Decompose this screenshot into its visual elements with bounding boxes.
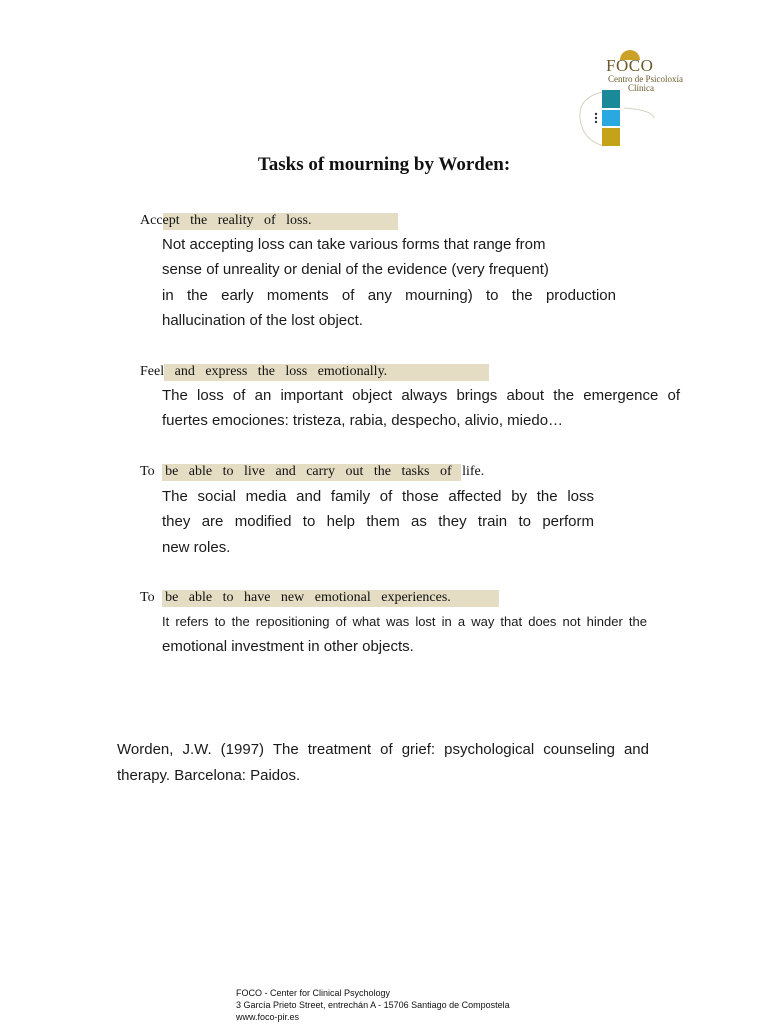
task-paragraph-2	[162, 383, 680, 434]
paragraph-line: emotional investment in other objects.	[162, 638, 414, 656]
paragraph-line: in the early moments of any mourning) to the production	[162, 286, 616, 304]
paragraph-line: It refers to the repositioning of what was lost in a way that does not hinder the	[162, 614, 647, 629]
paragraph-line: The loss of an important object always brings about the emergence of	[162, 387, 680, 404]
task-heading-text: To be able to live and carry out the tasks of life.	[140, 464, 485, 479]
footer	[236, 987, 510, 1023]
paragraph-line: hallucination of the lost object.	[162, 312, 363, 330]
task-paragraph-4	[162, 609, 647, 660]
task-paragraph-3	[162, 484, 594, 560]
task-heading-4	[140, 589, 451, 607]
task-heading-1	[140, 212, 311, 230]
logo-name: FOCO	[606, 56, 654, 75]
task-heading-3	[140, 463, 484, 481]
task-heading-text: Accept the reality of loss.	[140, 213, 312, 228]
reference-line: Worden, J.W. (1997) The treatment of grief: psychological counseling and	[117, 741, 649, 758]
paragraph-line: new roles.	[162, 538, 231, 556]
footer-address: 3 García Prieto Street, entrechán A - 15706 Santiago de Compostela	[236, 1000, 510, 1010]
logo-subtitle-2: Clínica	[628, 83, 654, 93]
logo-subtitle: Centro de Psicoloxía	[608, 74, 683, 84]
reference-line: therapy. Barcelona: Paidos.	[117, 767, 301, 784]
task-heading-2	[140, 363, 387, 381]
paragraph-line: they are modified to help them as they train to perform	[162, 513, 594, 531]
reference	[117, 737, 649, 789]
paragraph-line: sense of unreality or denial of the evidence (very frequent)	[162, 261, 549, 279]
paragraph-line: fuertes emociones: tristeza, rabia, despecho, alivio, miedo…	[162, 412, 564, 430]
foco-logo	[574, 48, 698, 152]
footer-organization: FOCO - Center for Clinical Psychology	[236, 988, 391, 998]
footer-website: www.foco-pir.es	[236, 1012, 300, 1022]
task-heading-text: Feel and express the loss emotionally.	[140, 364, 388, 379]
page-title: Tasks of mourning by Worden:	[257, 154, 511, 175]
task-paragraph-1	[162, 232, 616, 334]
paragraph-line: Not accepting loss can take various forms that range from	[162, 236, 546, 253]
task-heading-text: To be able to have new emotional experiences.	[140, 590, 451, 605]
paragraph-line: The social media and family of those affected by the loss	[162, 488, 594, 505]
